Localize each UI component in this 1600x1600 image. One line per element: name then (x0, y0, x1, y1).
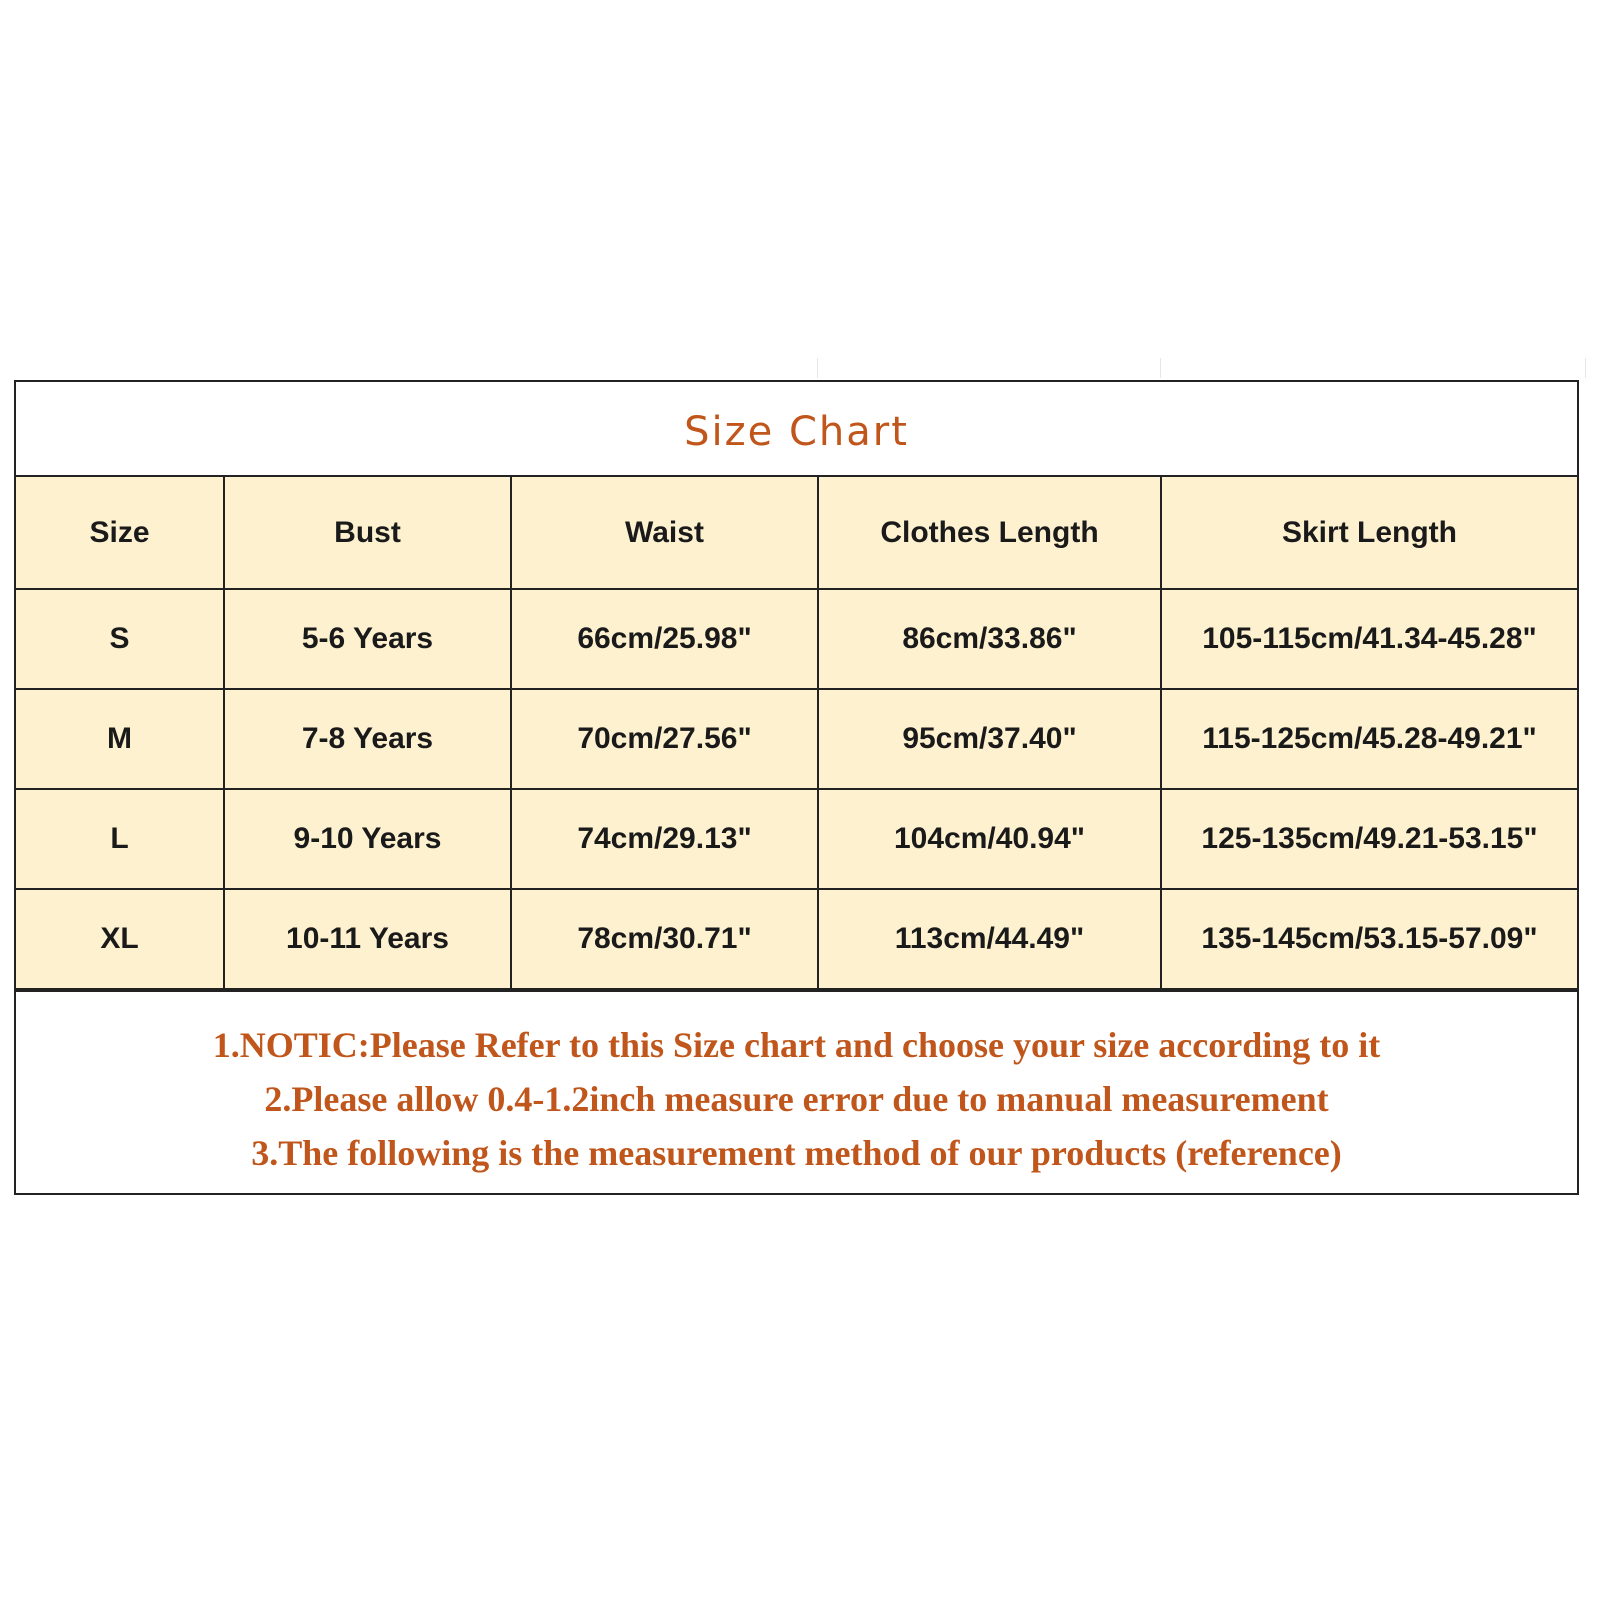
cell-skirt-length: 135-145cm/53.15-57.09" (1161, 889, 1577, 989)
cell-waist: 66cm/25.98" (511, 589, 818, 689)
cell-clothes-length: 104cm/40.94" (818, 789, 1161, 889)
cell-waist: 74cm/29.13" (511, 789, 818, 889)
cell-bust: 9-10 Years (224, 789, 511, 889)
note-line-3: 3.The following is the measurement method of our products (reference) (251, 1133, 1342, 1173)
cell-size: S (16, 589, 224, 689)
table-row (16, 689, 1577, 789)
column-header-skirt-length: Skirt Length (1161, 477, 1577, 589)
cell-bust: 5-6 Years (224, 589, 511, 689)
table-header-row (16, 477, 1577, 589)
note-line-2: 2.Please allow 0.4-1.2inch measure error due to manual measurement (264, 1079, 1329, 1119)
cell-waist: 78cm/30.71" (511, 889, 818, 989)
column-header-clothes-length: Clothes Length (818, 477, 1161, 589)
cell-skirt-length: 115-125cm/45.28-49.21" (1161, 689, 1577, 789)
cell-size: L (16, 789, 224, 889)
cell-clothes-length: 86cm/33.86" (818, 589, 1161, 689)
notes-section (16, 990, 1577, 1180)
cell-size: M (16, 689, 224, 789)
size-table (16, 477, 1577, 990)
table-row (16, 589, 1577, 689)
column-header-size: Size (16, 477, 224, 589)
cell-bust: 7-8 Years (224, 689, 511, 789)
cell-waist: 70cm/27.56" (511, 689, 818, 789)
cell-skirt-length: 105-115cm/41.34-45.28" (1161, 589, 1577, 689)
background-grid-lines (0, 358, 1600, 378)
column-header-waist: Waist (511, 477, 818, 589)
cell-clothes-length: 113cm/44.49" (818, 889, 1161, 989)
cell-bust: 10-11 Years (224, 889, 511, 989)
table-row (16, 789, 1577, 889)
table-row (16, 889, 1577, 989)
note-line-1: 1.NOTIC:Please Refer to this Size chart and choose your size according to it (212, 1025, 1381, 1065)
column-header-bust: Bust (224, 477, 511, 589)
cell-skirt-length: 125-135cm/49.21-53.15" (1161, 789, 1577, 889)
title-row (16, 382, 1577, 477)
cell-size: XL (16, 889, 224, 989)
chart-title: Size Chart (684, 408, 909, 455)
size-chart (14, 380, 1579, 1195)
cell-clothes-length: 95cm/37.40" (818, 689, 1161, 789)
